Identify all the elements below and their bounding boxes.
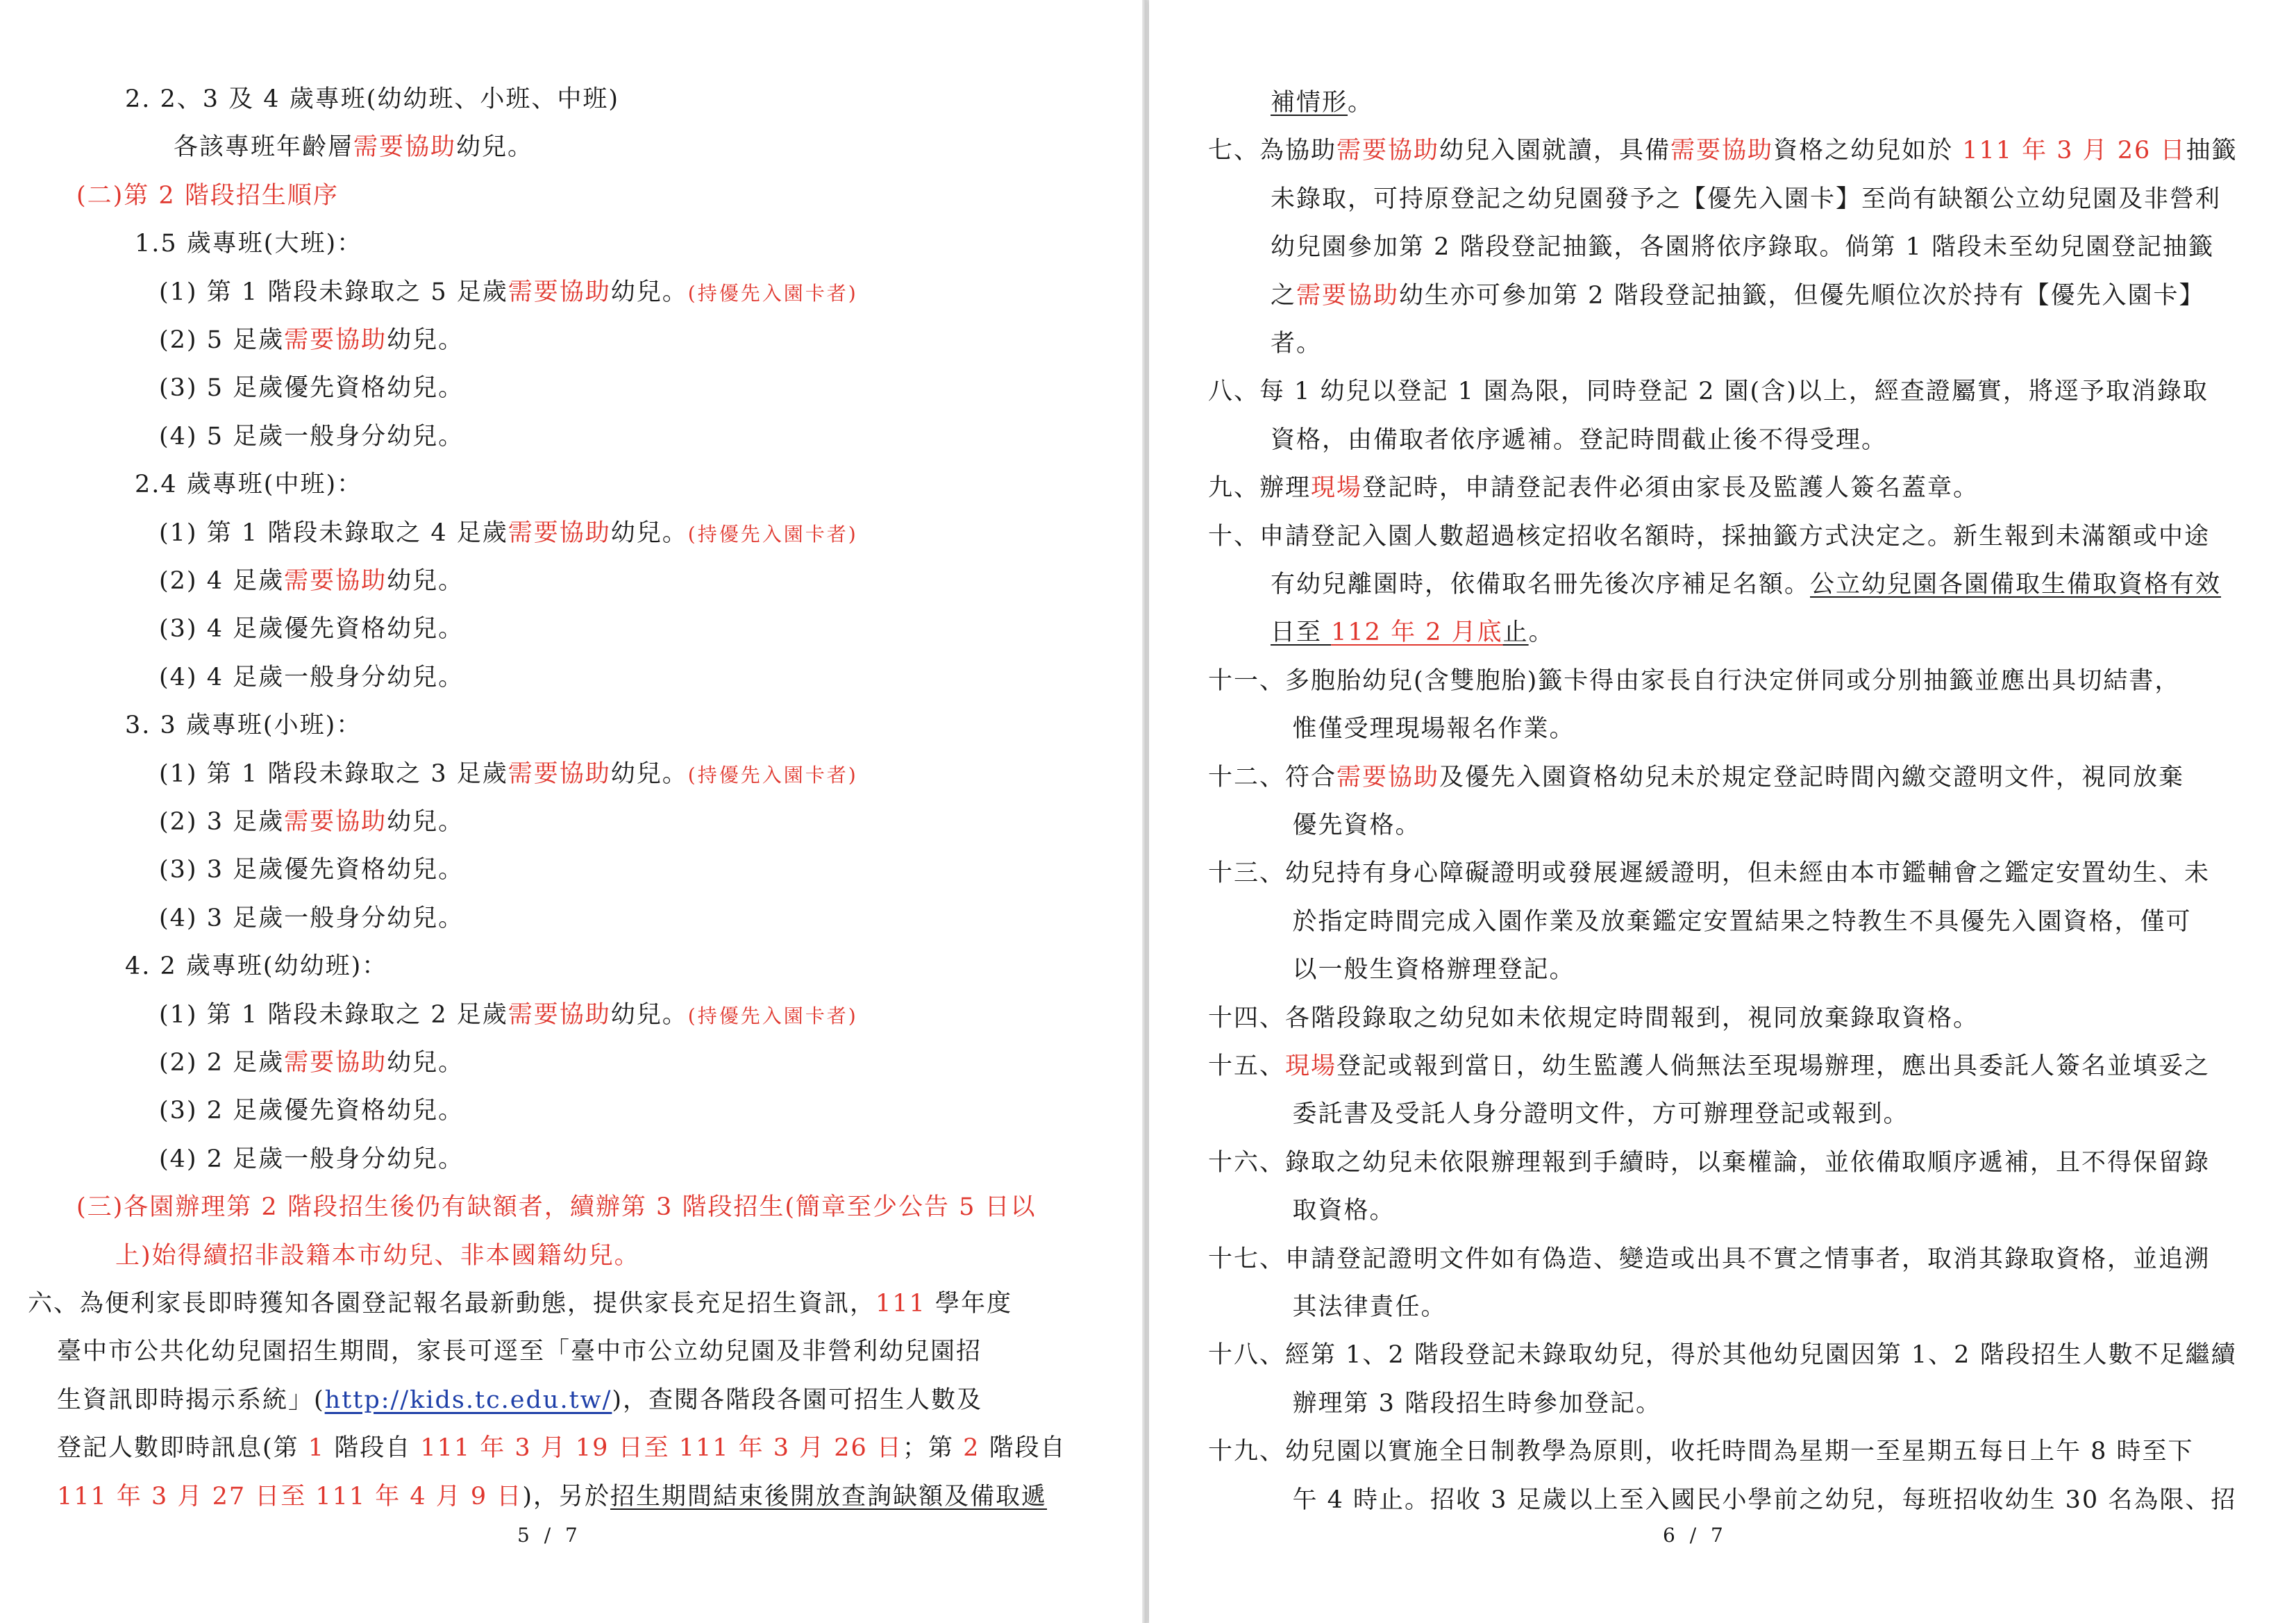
- text-line: [1293, 1291, 1447, 1323]
- text-line: [1293, 1195, 1396, 1227]
- text-line: [1208, 857, 2210, 889]
- text-segment: 十七、申請登記證明文件如有偽造、變造或出具不實之情事者，取消其錄取資格，並追溯: [1208, 1245, 2211, 1273]
- text-line: [1208, 135, 2237, 167]
- text-line: [1208, 1243, 2210, 1275]
- text-line: [115, 1240, 640, 1272]
- text-segment: 其法律責任。: [1292, 1293, 1447, 1321]
- text-segment: 幼兒。: [610, 759, 688, 788]
- text-segment: 午 4 時止。招收 3 足歲以上至入國民小學前之幼兒，每班招收幼生 30 名為限、招: [1292, 1486, 2237, 1514]
- text-line: [1208, 1339, 2237, 1371]
- text-segment: 需要協助: [284, 808, 387, 836]
- page-footer-6: 6 / 7: [1663, 1524, 1727, 1547]
- text-segment: 幼兒入園就讀，具備: [1439, 137, 1671, 165]
- text-line: [76, 180, 339, 212]
- text-segment: 幼兒。: [387, 808, 464, 836]
- text-segment: (三)各園辦理第 2 階段招生後仍有缺額者，續辦第 3 階段招生(簡章至少公告 5 日以: [76, 1193, 1037, 1222]
- text-segment: 需要協助: [284, 326, 387, 354]
- text-segment: (2) 2 足歲: [159, 1049, 285, 1077]
- text-segment: (持優先入園卡者): [687, 1004, 858, 1027]
- text-segment: (2) 3 足歲: [159, 808, 285, 836]
- text-segment: (4) 3 足歲一般身分幼兒。: [159, 904, 464, 932]
- text-segment: 上)始得續招非設籍本市幼兒、非本國籍幼兒。: [115, 1241, 640, 1270]
- text-segment: (3) 2 足歲優先資格幼兒。: [159, 1097, 464, 1125]
- text-segment: 幼兒。: [610, 519, 688, 547]
- text-line: [1293, 1388, 1662, 1420]
- text-segment: (2) 5 足歲: [159, 326, 285, 354]
- text-line: [159, 565, 464, 597]
- page-5: [0, 0, 1142, 1623]
- text-segment: 臺中市公共化幼兒園招生期間，家長可逕至「臺中市公立幼兒園及非營利幼兒園招: [57, 1338, 982, 1366]
- text-segment: 九、辦理: [1208, 474, 1312, 503]
- text-segment: 抽籤: [2186, 137, 2238, 165]
- text-line: [57, 1384, 982, 1416]
- text-line: [1208, 521, 2210, 553]
- text-line: [159, 324, 464, 356]
- text-segment: 2. 2、3 及 4 歲專班(幼幼班、小班、中班): [125, 85, 620, 113]
- text-segment: (4) 5 足歲一般身分幼兒。: [159, 422, 464, 451]
- text-line: [28, 1288, 1012, 1320]
- text-line: [1208, 665, 2180, 697]
- text-line: [1208, 1002, 1979, 1034]
- text-segment: 十、申請登記入園人數超過核定招收名額時，採抽籤方式決定之。新生報到未滿額或中途: [1208, 522, 2211, 550]
- text-line: [159, 758, 858, 791]
- text-segment: (3) 5 足歲優先資格幼兒。: [159, 374, 464, 403]
- text-segment: 需要協助: [1670, 137, 1774, 165]
- text-line: [1271, 280, 2205, 312]
- text-line: [1271, 569, 2221, 600]
- text-segment: (1) 第 1 階段未錄取之 5 足歲: [159, 278, 508, 306]
- text-segment: 委託書及受託人身分證明文件，方可辦理登記或報到。: [1292, 1100, 1909, 1129]
- text-segment: 十三、幼兒持有身心障礙證明或發展遲緩證明，但未經由本市鑑輔會之鑑定安置幼生、未: [1208, 859, 2211, 888]
- text-segment: 八、每 1 幼兒以登記 1 園為限，同時登記 2 園(含)以上，經查證屬實，將逕予取消錄取: [1208, 378, 2209, 406]
- text-segment: 十四、各階段錄取之幼兒如未依規定時間報到，視同放棄錄取資格。: [1208, 1004, 1979, 1032]
- text-segment: 。: [1528, 619, 1555, 647]
- text-line: [1293, 1098, 1909, 1130]
- page-6: [1149, 0, 2296, 1623]
- text-line: [1208, 1436, 2194, 1468]
- text-segment: 現場: [1285, 1052, 1337, 1080]
- text-line: [159, 517, 858, 550]
- text-line: [76, 1191, 1037, 1223]
- text-line: [1271, 183, 2221, 215]
- text-segment: (1) 第 1 階段未錄取之 3 足歲: [159, 759, 508, 788]
- text-segment: 幼兒。: [610, 278, 688, 306]
- text-segment: 止: [1502, 619, 1529, 647]
- text-segment: (1) 第 1 階段未錄取之 4 足歲: [159, 519, 508, 547]
- text-segment: 幼兒。: [387, 1049, 464, 1077]
- text-segment: (3) 4 足歲優先資格幼兒。: [159, 615, 464, 644]
- text-segment: 幼兒。: [387, 326, 464, 354]
- text-segment: 111 年 3 月 19 日至 111 年 3 月 26 日: [420, 1434, 903, 1463]
- text-line: [1208, 1050, 2210, 1082]
- system-link[interactable]: http://kids.tc.edu.tw/: [324, 1386, 612, 1414]
- text-line: [1208, 376, 2209, 407]
- text-line: [57, 1432, 1066, 1464]
- text-line: [1293, 713, 1575, 745]
- text-segment: 學年度: [925, 1290, 1012, 1318]
- text-segment: 2: [963, 1434, 980, 1463]
- text-segment: 日至: [1271, 619, 1332, 647]
- text-line: [159, 613, 464, 645]
- text-segment: (持優先入園卡者): [687, 522, 858, 546]
- text-line: [159, 662, 464, 693]
- text-segment: 於指定時間完成入園作業及放棄鑑定安置結果之特教生不具優先入園資格，僅可: [1292, 907, 2192, 936]
- page-gutter: [1142, 0, 1149, 1623]
- text-segment: 4. 2 歲專班(幼幼班)：: [125, 952, 388, 981]
- text-segment: 十一、多胞胎幼兒(含雙胞胎)籤卡得由家長自行決定併同或分別抽籤並應出具切結書，: [1208, 666, 2181, 695]
- text-segment: 需要協助: [508, 278, 611, 306]
- text-segment: 需要協助: [1336, 763, 1440, 791]
- text-segment: 幼兒園參加第 2 階段登記抽籤，各園將依序錄取。倘第 1 階段未至幼兒園登記抽籤: [1271, 233, 2215, 262]
- text-line: [1293, 809, 1421, 841]
- text-segment: 及優先入園資格幼兒未於規定登記時間內繳交證明文件，視同放棄: [1439, 763, 2185, 791]
- text-segment: 生資訊即時揭示系統」(: [57, 1386, 325, 1414]
- text-line: [1208, 762, 2184, 793]
- text-segment: 各該專班年齡層: [174, 133, 354, 162]
- page-footer-5: 5 / 7: [517, 1524, 582, 1547]
- text-segment: )，另於: [522, 1482, 610, 1511]
- text-line: [159, 421, 464, 453]
- text-segment: 有幼兒離園時，依備取名冊先後次序補足名額。: [1271, 571, 1811, 598]
- text-segment: 需要協助: [508, 519, 611, 547]
- text-segment: 1: [308, 1434, 326, 1463]
- text-line: [125, 950, 387, 982]
- text-line: [1293, 954, 1575, 986]
- text-segment: 需要協助: [508, 759, 611, 788]
- text-line: [125, 709, 362, 741]
- text-segment: 幼兒。: [387, 567, 464, 595]
- text-segment: 3. 3 歲專班(小班)：: [125, 712, 362, 740]
- text-segment: 補情形: [1271, 89, 1348, 117]
- text-line: [1271, 231, 2214, 263]
- text-segment: 幼兒。: [456, 133, 534, 162]
- text-segment: 資格，由備取者依序遞補。登記時間截止後不得受理。: [1271, 426, 1888, 454]
- text-segment: (4) 2 足歲一般身分幼兒。: [159, 1145, 464, 1173]
- text-segment: (二)第 2 階段招生順序: [76, 181, 339, 210]
- text-segment: 階段自: [325, 1434, 421, 1463]
- text-segment: 111 年 3 月 26 日: [1962, 137, 2186, 165]
- text-segment: 需要協助: [284, 567, 387, 595]
- text-segment: 登記時，申請登記表件必須由家長及監護人簽名蓋章。: [1362, 474, 1979, 503]
- text-line: [135, 469, 362, 501]
- text-line: [57, 1336, 982, 1368]
- text-segment: )，查閱各階段各園可招生人數及: [612, 1386, 983, 1414]
- text-line: [159, 854, 464, 886]
- text-segment: 之: [1271, 281, 1297, 310]
- text-line: [159, 999, 858, 1032]
- text-segment: (3) 3 足歲優先資格幼兒。: [159, 856, 464, 884]
- text-segment: 招生期間結束後開放查詢缺額及備取遞: [610, 1482, 1048, 1511]
- text-segment: 登記人數即時訊息(第: [57, 1434, 308, 1463]
- text-segment: 十九、幼兒園以實施全日制教學為原則，收托時間為星期一至星期五每日上午 8 時至下: [1208, 1438, 2194, 1466]
- text-segment: 取資格。: [1292, 1197, 1396, 1225]
- text-line: [159, 1047, 464, 1079]
- text-segment: (持優先入園卡者): [687, 281, 858, 305]
- text-segment: 六、為便利家長即時獲知各園登記報名最新動態，提供家長充足招生資訊，: [28, 1290, 876, 1318]
- text-segment: 幼兒。: [610, 1000, 688, 1029]
- text-segment: 未錄取，可持原登記之幼兒園發予之【優先入園卡】至尚有缺額公立幼兒園及非營利: [1271, 185, 2222, 213]
- text-segment: 1.5 歲專班(大班)：: [135, 230, 363, 258]
- text-segment: 十五、: [1208, 1052, 1286, 1080]
- text-segment: 112 年 2 月底: [1331, 619, 1503, 647]
- text-segment: 十八、經第 1、2 階段登記未錄取幼兒，得於其他幼兒園因第 1、2 階段招生人數不足繼續: [1208, 1341, 2237, 1370]
- text-segment: 需要協助: [353, 133, 457, 162]
- text-segment: (1) 第 1 階段未錄取之 2 足歲: [159, 1000, 508, 1029]
- text-segment: 需要協助: [284, 1049, 387, 1077]
- text-segment: 辦理第 3 階段招生時參加登記。: [1292, 1389, 1662, 1418]
- text-segment: 階段自: [980, 1434, 1066, 1463]
- text-segment: 者。: [1271, 330, 1323, 358]
- text-line: [1271, 328, 1322, 360]
- text-segment: (4) 4 足歲一般身分幼兒。: [159, 663, 464, 691]
- text-line: [174, 131, 533, 163]
- text-line: [1293, 906, 2192, 938]
- text-line: [159, 1143, 464, 1175]
- text-segment: 以一般生資格辦理登記。: [1292, 956, 1575, 984]
- text-segment: 資格之幼兒如於: [1773, 137, 1963, 165]
- text-line: [1271, 87, 1373, 119]
- text-segment: 公立幼兒園各園備取生備取資格有效: [1810, 571, 2222, 598]
- text-segment: (持優先入園卡者): [687, 763, 858, 787]
- text-segment: 優先資格。: [1292, 812, 1421, 839]
- text-line: [159, 806, 464, 838]
- text-line: [125, 83, 619, 115]
- text-segment: 。: [1348, 89, 1374, 117]
- text-segment: 幼生亦可參加第 2 階段登記抽籤，但優先順位次於持有【優先入園卡】: [1399, 281, 2205, 310]
- text-line: [159, 276, 858, 310]
- text-segment: 登記或報到當日，幼生監護人倘無法至現場辦理，應出具委託人簽名並填妥之: [1336, 1052, 2211, 1080]
- text-segment: 需要協助: [1336, 137, 1440, 165]
- text-segment: 需要協助: [508, 1000, 611, 1029]
- text-segment: 111 年 3 月 27 日至 111 年 4 月 9 日: [57, 1482, 523, 1511]
- text-segment: 惟僅受理現場報名作業。: [1292, 715, 1575, 743]
- text-segment: 十二、符合: [1208, 763, 1337, 791]
- text-line: [1208, 1147, 2210, 1179]
- text-segment: 現場: [1311, 474, 1363, 503]
- text-segment: (2) 4 足歲: [159, 567, 285, 595]
- text-line: [159, 372, 464, 404]
- text-segment: ；第: [902, 1434, 964, 1463]
- text-line: [159, 1095, 464, 1127]
- text-line: [135, 228, 362, 260]
- text-segment: 七、為協助: [1208, 137, 1337, 165]
- text-line: [1208, 472, 1979, 504]
- text-segment: 十六、錄取之幼兒未依限辦理報到手續時，以棄權論，並依備取順序遞補，且不得保留錄: [1208, 1148, 2211, 1177]
- text-segment: 111: [875, 1290, 926, 1318]
- text-line: [1271, 616, 1555, 648]
- text-line: [159, 902, 464, 934]
- text-line: [1271, 424, 1887, 456]
- text-line: [57, 1481, 1047, 1513]
- text-line: [1293, 1484, 2237, 1516]
- text-segment: 需要協助: [1296, 281, 1400, 310]
- text-segment: 2.4 歲專班(中班)：: [135, 471, 363, 499]
